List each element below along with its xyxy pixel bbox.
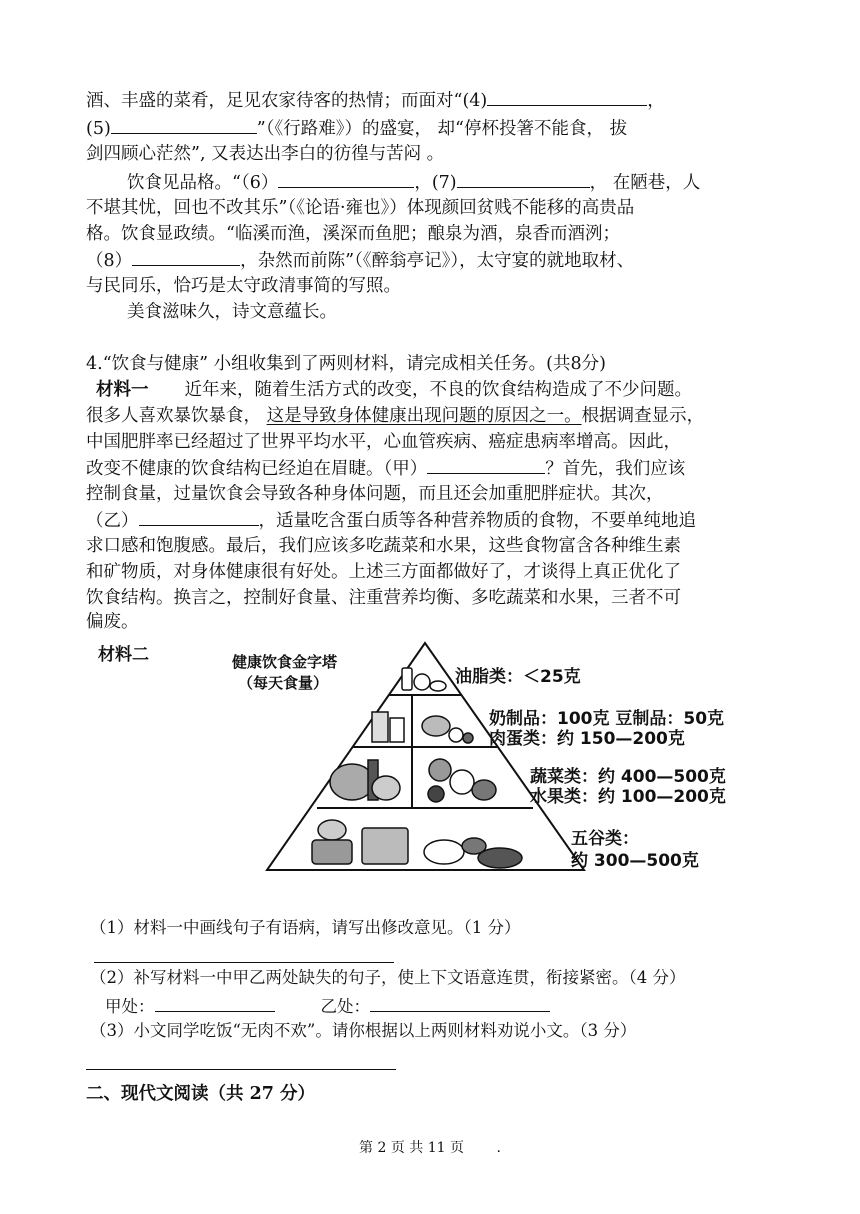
material-label: 材料一 xyxy=(96,380,149,400)
oil-tier-label: 油脂类：＜25克 xyxy=(455,667,581,687)
footer-dot: . xyxy=(496,1140,501,1156)
meat-tier-label: 肉蛋类：约 150—200克 xyxy=(489,729,685,749)
page-number: 第 2 页 共 11 页 xyxy=(359,1140,465,1156)
section-divider xyxy=(86,1069,396,1070)
dairy-tier-label: 奶制品：100克 豆制品：50克 xyxy=(489,709,725,729)
text-line xyxy=(86,458,685,479)
answer-line xyxy=(94,962,394,963)
text-fragment: 根据调查显示， xyxy=(581,406,705,426)
text-line xyxy=(86,118,627,139)
sub-question-3: （3）小文同学吃饭“无肉不欢”。请你根据以上两则材料劝说小文。（3 分） xyxy=(90,1021,637,1040)
fruit-tier-label: 水果类：约 100—200克 xyxy=(530,787,726,807)
sub-question-1: （1）材料一中画线句子有语病，请写出修改意见。（1 分） xyxy=(90,918,521,937)
text-line: 与民同乐，恰巧是太守政清事简的写照。 xyxy=(86,276,401,296)
text-fragment: ，杂然而前陈”（《醉翁亭记》），太守宴的就地取材、 xyxy=(240,251,635,271)
material-label: 材料二 xyxy=(98,645,149,665)
text-line xyxy=(86,406,704,426)
text-line: 格。饮食显政绩。“临溪而渔，溪深而鱼肥；酿泉为酒，泉香而酒洌； xyxy=(86,224,620,244)
text-line: 中国肥胖率已经超过了世界平均水平，心血管疾病、癌症患病率增高。因此， xyxy=(86,432,681,452)
question-title: 4.“饮食与健康” 小组收集到了两则材料，请完成相关任务。(共8分) xyxy=(86,354,606,374)
text-line: 美食滋味久，诗文意蕴长。 xyxy=(127,302,337,322)
text-line: 不堪其忧，回也不改其乐”（《论语·雍也》）体现颜回贫贱不能移的高贵品 xyxy=(86,198,635,218)
blank-line xyxy=(111,118,257,134)
text-line xyxy=(96,380,692,400)
section-heading: 二、现代文阅读（共 27 分） xyxy=(86,1084,316,1104)
grain-tier-amount: 约 300—500克 xyxy=(571,851,699,871)
text-line xyxy=(127,172,700,193)
text-line xyxy=(86,250,634,271)
underlined-sentence: 这是导致身体健康出现问题的原因之一。 xyxy=(266,406,582,426)
blank-jia xyxy=(427,458,545,474)
text-line: 剑四顾心茫然”, 又表达出李白的彷徨与苦闷 。 xyxy=(86,144,445,164)
answer-row xyxy=(105,996,550,1017)
blank-yi xyxy=(139,510,259,526)
text-fragment: 饮食见品格。“（6） xyxy=(127,173,279,193)
text-fragment: (5) xyxy=(86,119,111,139)
text-fragment: ，(7) xyxy=(414,173,457,193)
text-line: 和矿物质，对身体健康很有好处。上述三方面都做好了，才谈得上真正优化了 xyxy=(86,562,681,582)
text-fragment: ， xyxy=(647,91,665,111)
text-line xyxy=(86,90,665,111)
text-fragment: 近年来，随着生活方式的改变，不良的饮食结构造成了不少问题。 xyxy=(184,380,692,400)
text-fragment: 改变不健康的饮食结构已经迫在眉睫。（甲） xyxy=(86,459,428,479)
text-fragment: 酒、丰盛的菜肴，足见农家待客的热情；而面对“(4) xyxy=(86,91,488,111)
text-fragment: ， 在陋巷，人 xyxy=(589,173,701,193)
text-line: 求口感和饱腹感。最后，我们应该多吃蔬菜和水果，这些食物富含各种维生素 xyxy=(86,536,681,556)
answer-label-jia: 甲处： xyxy=(105,997,155,1016)
blank-line xyxy=(487,90,647,106)
pyramid-title-line: 健康饮食金字塔 xyxy=(232,653,338,671)
sub-question-2: （2）补写材料一中甲乙两处缺失的句子，使上下文语意连贯，衔接紧密。（4 分） xyxy=(90,968,686,987)
text-fragment: （乙） xyxy=(86,511,139,531)
text-line: 控制食量，过量饮食会导致各种身体问题，而且还会加重肥胖症状。其次， xyxy=(86,484,664,504)
text-fragment: （8） xyxy=(86,251,133,271)
text-line xyxy=(86,510,696,531)
text-fragment: ，适量吃含蛋白质等各种营养物质的食物，不要单纯地追 xyxy=(258,511,696,531)
pyramid-title xyxy=(232,652,337,694)
text-line: 偏废。 xyxy=(86,612,139,632)
text-fragment: ”（《行路难》）的盛宴， 却“停杯投箸不能食， 拔 xyxy=(256,119,628,139)
answer-blank-yi[interactable] xyxy=(370,996,550,1012)
page-footer xyxy=(0,1137,860,1157)
vegetable-tier-label: 蔬菜类：约 400—500克 xyxy=(530,767,726,787)
pyramid-subtitle: （每天食量） xyxy=(238,674,329,692)
answer-label-yi: 乙处： xyxy=(320,997,370,1016)
grain-tier-label: 五谷类： xyxy=(571,829,639,849)
text-fragment: ？首先，我们应该 xyxy=(545,459,686,479)
text-line: 饮食结构。换言之，控制好食量、注重营养均衡、多吃蔬菜和水果，三者不可 xyxy=(86,588,681,608)
blank-line xyxy=(457,172,590,188)
blank-line xyxy=(132,250,240,266)
blank-line xyxy=(278,172,414,188)
answer-blank-jia[interactable] xyxy=(155,996,275,1012)
text-fragment: 很多人喜欢暴饮暴食， xyxy=(86,406,261,426)
